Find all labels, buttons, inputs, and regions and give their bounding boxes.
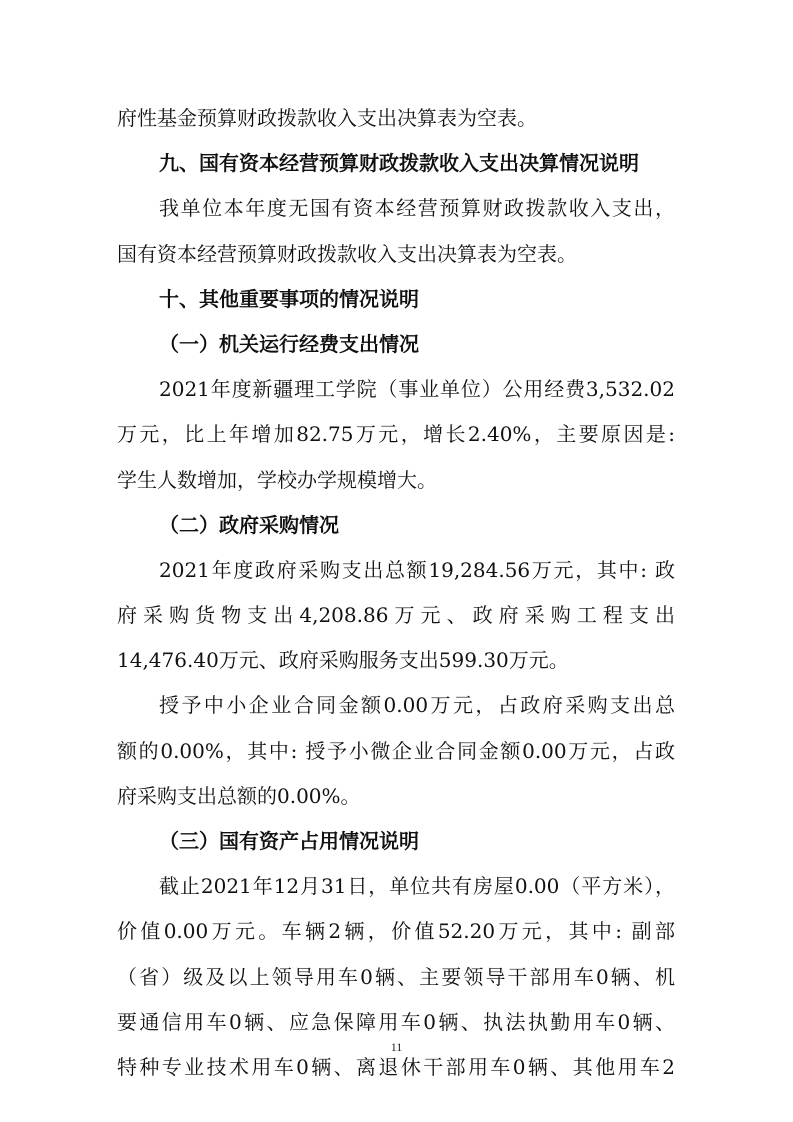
document-body (117, 96, 675, 1090)
subsection-heading-2: （二）政府采购情况 (159, 512, 339, 537)
text-line: 万元，比上年增加82.75万元，增长2.40%，主要原因是: (117, 422, 675, 447)
text-line: 府采购货物支出4,208.86万元、政府采购工程支出 (117, 603, 675, 628)
text-line: 额的0.00%，其中: 授予小微企业合同金额0.00万元，占政 (117, 738, 675, 763)
text-line: 学生人数增加，学校办学规模增大。 (117, 467, 437, 492)
text-line: 国有资本经营预算财政拨款收入支出决算表为空表。 (117, 241, 577, 266)
text-line: 截止2021年12月31日，单位共有房屋0.00（平方米）， (159, 874, 675, 899)
subsection-heading-1: （一）机关运行经费支出情况 (159, 331, 419, 356)
page-number: 11 (390, 1040, 403, 1054)
text-line: 府采购支出总额的0.00%。 (117, 783, 361, 808)
text-line: 2021年度政府采购支出总额19,284.56万元，其中: 政 (159, 557, 675, 582)
text-line: 要通信用车0辆、应急保障用车0辆、执法执勤用车0辆、 (117, 1009, 675, 1034)
text-line: 2021年度新疆理工学院（事业单位）公用经费3,532.02 (159, 377, 675, 402)
text-line: 特种专业技术用车0辆、离退休干部用车0辆、其他用车2 (117, 1054, 675, 1079)
section-heading-10: 十、其他重要事项的情况说明 (159, 286, 419, 311)
text-line: 我单位本年度无国有资本经营预算财政拨款收入支出， (159, 196, 675, 221)
text-line: 授予中小企业合同金额0.00万元，占政府采购支出总 (159, 693, 675, 718)
text-line: 14,476.40万元、政府采购服务支出599.30万元。 (117, 648, 569, 673)
text-line: 价值0.00万元。车辆2辆，价值52.20万元，其中: 副部 (117, 919, 675, 944)
text-line: 府性基金预算财政拨款收入支出决算表为空表。 (117, 106, 537, 130)
subsection-heading-3: （三）国有资产占用情况说明 (159, 829, 419, 853)
text-line: （省）级及以上领导用车0辆、主要领导干部用车0辆、机 (117, 964, 675, 989)
section-heading-9: 九、国有资本经营预算财政拨款收入支出决算情况说明 (159, 151, 639, 176)
